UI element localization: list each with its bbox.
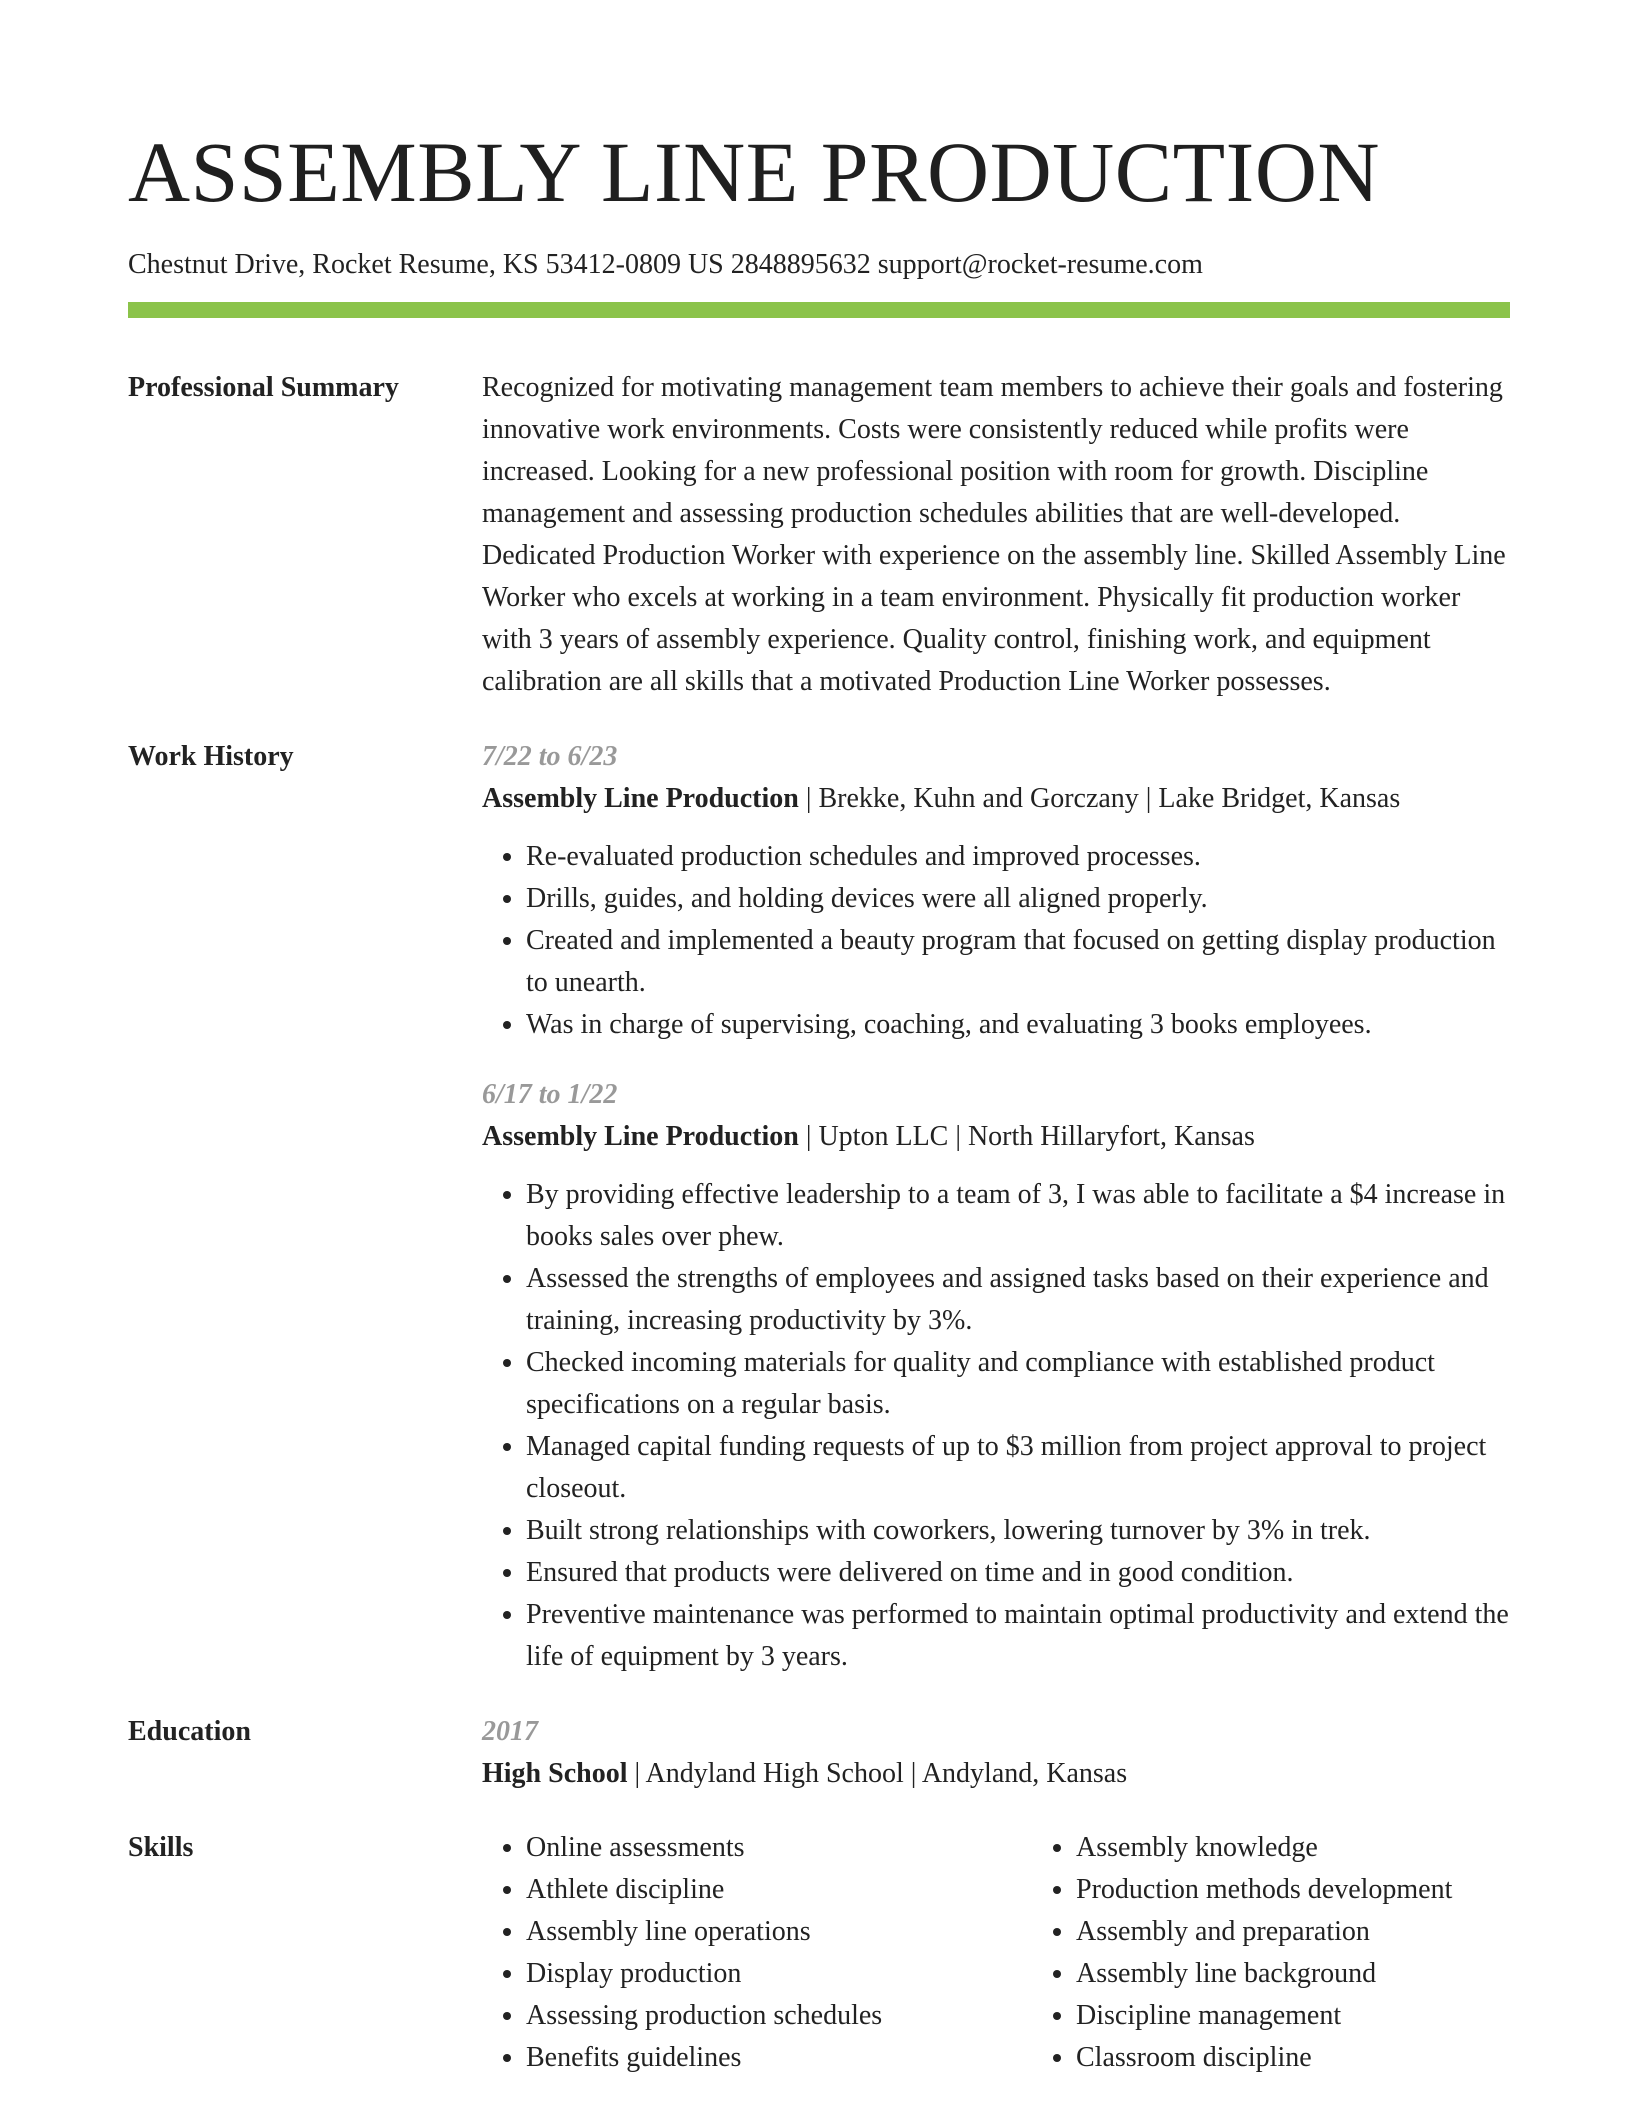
skill-item: • Discipline management (1076, 1995, 1582, 2037)
skills-content (482, 1827, 1582, 2079)
job-details: | Brekke, Kuhn and Gorczany | Lake Bridget, Kansas (798, 783, 1401, 814)
job-bullet: • Created and implemented a beauty program that focused on getting display production to unearth. (526, 920, 1510, 1004)
skill-item: • Online assessments (526, 1827, 1032, 1869)
job-date: 7/22 to 6/23 (482, 741, 618, 772)
skill-item: • Assessing production schedules (526, 1995, 1032, 2037)
education-line (482, 1753, 1510, 1795)
education-content (482, 1711, 1510, 1795)
skill-item: • Production methods development (1076, 1869, 1582, 1911)
skill-item: • Classroom discipline (1076, 2037, 1582, 2079)
job-entry (482, 1074, 1510, 1678)
job-bullets (482, 836, 1510, 1046)
summary-text: Recognized for motivating management team members to achieve their goals and fostering innovative work environments. Costs were consistently reduced while profits were increased. Looking for a new professional position with room for growth. Discipline management and assessing production schedules abilities that are well-developed. Dedicated Production Worker with experience on the assembly line. Skilled Assembly Line Worker who excels at working in a team environment. Physically fit production worker with 3 years of assembly experience. Quality control, finishing work, and equipment calibration are all skills that a motivated Production Line Worker possesses. (482, 372, 1506, 697)
skill-item: • Assembly line operations (526, 1911, 1032, 1953)
job-title: Assembly Line Production (482, 1121, 799, 1152)
skill-item: • Display production (526, 1953, 1032, 1995)
accent-divider (128, 302, 1510, 318)
skill-item: • Benefits guidelines (526, 2037, 1032, 2079)
job-bullet: • Checked incoming materials for quality and compliance with established product specifications on a regular basis. (526, 1342, 1510, 1426)
skills-section (128, 1827, 1510, 2079)
job-line (482, 778, 1510, 820)
job-bullet: • By providing effective leadership to a team of 3, I was able to facilitate a $4 increase in books sales over phew. (526, 1174, 1510, 1258)
job-line (482, 1116, 1510, 1158)
skills-column-2 (1032, 1827, 1582, 2079)
skill-item: • Athlete discipline (526, 1869, 1032, 1911)
section-label: Work History (128, 741, 294, 772)
job-bullet: • Ensured that products were delivered on time and in good condition. (526, 1552, 1510, 1594)
education-details: | Andyland High School | Andyland, Kansas (627, 1758, 1128, 1789)
skills-column-1 (482, 1827, 1032, 2079)
job-title: Assembly Line Production (482, 783, 799, 814)
section-label: Education (128, 1716, 251, 1747)
skill-item: • Assembly line background (1076, 1953, 1582, 1995)
job-bullet: • Re-evaluated production schedules and improved processes. (526, 836, 1510, 878)
job-bullet: • Preventive maintenance was performed to maintain optimal productivity and extend the life of equipment by 3 years. (526, 1594, 1510, 1678)
job-bullet: • Was in charge of supervising, coaching, and evaluating 3 books employees. (526, 1004, 1510, 1046)
job-bullets (482, 1174, 1510, 1678)
job-entry (482, 736, 1510, 1046)
section-label: Professional Summary (128, 372, 399, 403)
resume-title: ASSEMBLY LINE PRODUCTION (128, 124, 1381, 220)
job-bullet: • Managed capital funding requests of up to $3 million from project approval to project closeout. (526, 1426, 1510, 1510)
job-date: 6/17 to 1/22 (482, 1079, 618, 1110)
education-section (128, 1711, 1510, 1795)
work-history-section (128, 736, 1510, 1678)
job-bullet: • Drills, guides, and holding devices were all aligned properly. (526, 878, 1510, 920)
education-date: 2017 (482, 1716, 538, 1747)
work-history-content (482, 736, 1510, 1678)
job-bullet: • Assessed the strengths of employees and assigned tasks based on their experience and training, increasing productivity by 3%. (526, 1258, 1510, 1342)
education-degree: High School (482, 1758, 628, 1789)
contact-info: Chestnut Drive, Rocket Resume, KS 53412-0809 US 2848895632 support@rocket-resume.com (128, 249, 1203, 280)
job-details: | Upton LLC | North Hillaryfort, Kansas (798, 1121, 1255, 1152)
summary-section (128, 367, 1510, 703)
skill-item: • Assembly and preparation (1076, 1911, 1582, 1953)
section-label: Skills (128, 1832, 194, 1863)
resume-page (128, 122, 1510, 2079)
skill-item: • Assembly knowledge (1076, 1827, 1582, 1869)
job-bullet: • Built strong relationships with coworkers, lowering turnover by 3% in trek. (526, 1510, 1510, 1552)
